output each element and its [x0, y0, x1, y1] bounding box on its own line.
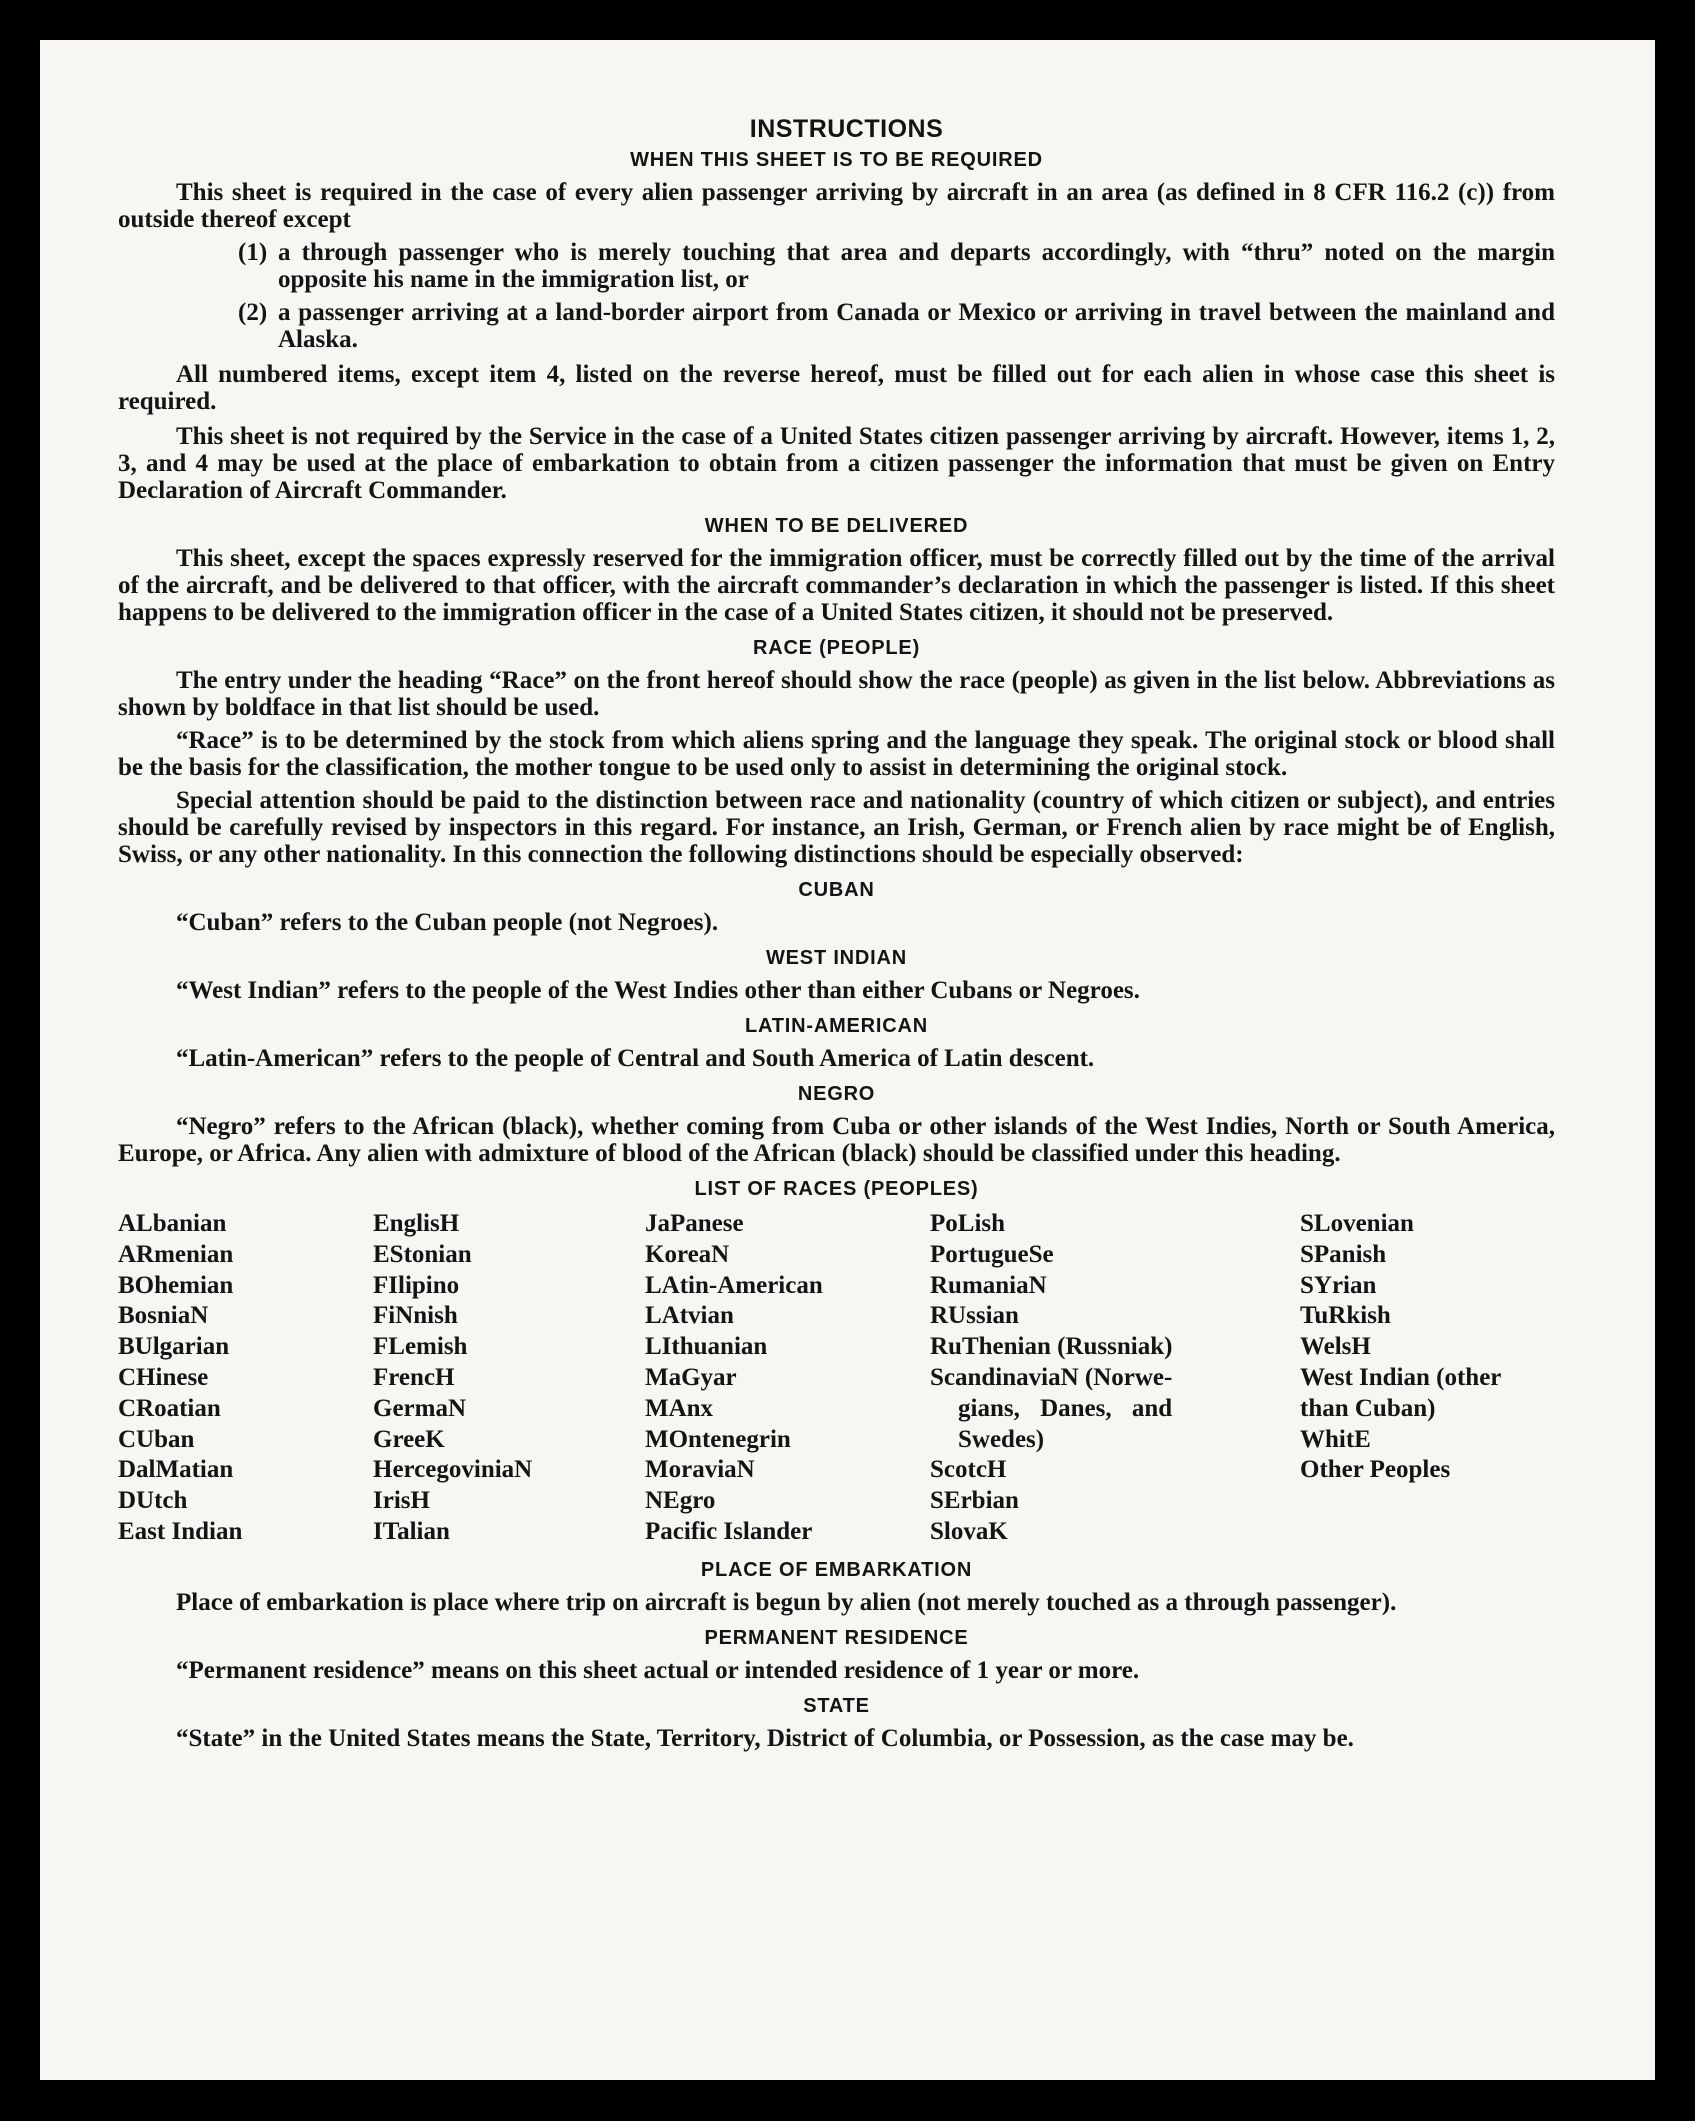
- race-entry: DalMatian: [118, 1456, 234, 1484]
- race-entry: CUban: [118, 1425, 195, 1453]
- latin-american-text: “Latin-American” refers to the people of Central and South America of Latin descent.: [176, 1045, 1095, 1072]
- race-entry: DUtch: [118, 1487, 188, 1515]
- race-entry: JaPanese: [645, 1210, 744, 1237]
- race-entry: MoraviaN: [645, 1456, 755, 1484]
- exception-number: (2): [238, 299, 268, 326]
- document-page: [40, 40, 1655, 2080]
- heading-west-indian: WEST INDIAN: [765, 947, 908, 969]
- races-column-3: [645, 1209, 930, 1548]
- race-entry: SlovaK: [930, 1517, 1008, 1545]
- exception-item-2: [118, 299, 1555, 353]
- race-paragraph-2: “Race” is to be determined by the stock from which aliens spring and the language they speak. The original stock or blood shall be the basis for the classification, the mother tongue to be used only to assist in determining the original stock.: [118, 727, 1555, 781]
- exception-text: a passenger arriving at a land-border airport from Canada or Mexico or arriving in travel between the mainland and Alaska.: [278, 299, 1555, 353]
- heading-list-of-races: LIST OF RACES (PEOPLES): [694, 1178, 979, 1200]
- negro-text: “Negro” refers to the African (black), whether coming from Cuba or other islands of the West Indies, North or South America, Europe, or Africa. Any alien with admixture of blood of the African (black) should be classified under this heading.: [118, 1113, 1555, 1167]
- race-entry: NEgro: [645, 1487, 716, 1515]
- race-entry: LAtin-American: [645, 1271, 823, 1299]
- race-entry: SLovenian: [1300, 1210, 1414, 1237]
- race-entry: GermaN: [373, 1394, 467, 1422]
- heading-permanent-residence: PERMANENT RESIDENCE: [704, 1626, 969, 1649]
- race-entry: ALbanian: [118, 1210, 227, 1237]
- races-column-4: [930, 1209, 1300, 1548]
- race-entry: FIlipino: [373, 1271, 460, 1299]
- race-entry: ScotcH: [930, 1456, 1007, 1484]
- race-entry: EnglisH: [373, 1210, 460, 1237]
- race-entry: MOntenegrin: [645, 1425, 791, 1453]
- exception-number: (1): [238, 239, 268, 266]
- residence-text: “Permanent residence” means on this sheet actual or intended residence of 1 year or more.: [176, 1656, 1140, 1684]
- race-paragraph-1: The entry under the heading “Race” on the front hereof should show the race (people) as given in the list below. Abbreviations as shown by boldface in that list should be used.: [118, 667, 1555, 721]
- when-required-paragraph-3: This sheet is not required by the Service in the case of a United States citizen passenger arriving by aircraft. However, items 1, 2, 3, and 4 may be used at the place of embarkation to obtain from a citizen passenger the information that must be given on Entry Declaration of Aircraft Commander.: [118, 423, 1555, 504]
- heading-when-required: WHEN THIS SHEET IS TO BE REQUIRED: [630, 149, 1043, 171]
- race-entry: BosniaN: [118, 1302, 209, 1330]
- heading-place-of-embarkation: PLACE OF EMBARKATION: [700, 1558, 973, 1581]
- race-entry: LAtvian: [645, 1302, 734, 1330]
- embarkation-text: Place of embarkation is place where trip on aircraft is begun by alien (not merely touched as a through passenger).: [176, 1588, 1397, 1616]
- race-entry: TuRkish: [1300, 1302, 1391, 1330]
- page-title: INSTRUCTIONS: [749, 115, 944, 143]
- race-entry: EStonian: [373, 1240, 472, 1268]
- race-entry: ScandinaviaN (Norwe-: [930, 1363, 1173, 1391]
- when-required-paragraph-2: All numbered items, except item 4, listed on the reverse hereof, must be filled out for each alien in whose case this sheet is required.: [118, 361, 1555, 415]
- race-entry: BUlgarian: [118, 1333, 230, 1361]
- races-list: [118, 1209, 1555, 1548]
- race-entry-continuation: than Cuban): [1300, 1394, 1436, 1422]
- west-indian-text: “West Indian” refers to the people of the West Indies other than either Cubans or Negroes.: [176, 977, 1140, 1004]
- race-entry: FiNnish: [373, 1302, 458, 1330]
- races-column-1: [118, 1209, 373, 1548]
- race-entry: IrisH: [373, 1487, 430, 1515]
- race-entry: PortugueSe: [930, 1240, 1054, 1268]
- race-entry: RuThenian (Russniak): [930, 1333, 1173, 1361]
- state-text: “State” in the United States means the State, Territory, District of Columbia, or Possession, as the case may be.: [176, 1724, 1354, 1752]
- race-entry: CHinese: [118, 1363, 209, 1391]
- races-column-5: [1300, 1209, 1550, 1548]
- race-entry: WelsH: [1300, 1333, 1371, 1361]
- exception-item-1: [118, 239, 1555, 293]
- when-delivered-text: This sheet, except the spaces expressly reserved for the immigration officer, must be correctly filled out by the time of the arrival of the aircraft, and be delivered to that officer, with the aircraft commander’s declaration in which the passenger is listed. If this sheet happens to be delivered to the immigration officer in the case of a United States citizen, it should not be preserved.: [118, 545, 1555, 626]
- exception-text: a through passenger who is merely touching that area and departs accordingly, with “thru” noted on the margin opposite his name in the immigration list, or: [278, 239, 1555, 293]
- heading-cuban: CUBAN: [798, 879, 875, 901]
- heading-negro: NEGRO: [797, 1083, 876, 1105]
- race-entry: FLemish: [373, 1333, 468, 1361]
- race-entry: BOhemian: [118, 1271, 234, 1299]
- race-entry: KoreaN: [645, 1240, 730, 1268]
- when-required-intro: This sheet is required in the case of every alien passenger arriving by aircraft in an area (as defined in 8 CFR 116.2 (c)) from outside thereof except: [118, 179, 1555, 233]
- race-entry: GreeK: [373, 1425, 445, 1453]
- race-entry: RumaniaN: [930, 1271, 1047, 1299]
- race-entry: Pacific Islander: [645, 1517, 813, 1545]
- race-entry: SYrian: [1300, 1271, 1377, 1299]
- race-entry: ARmenian: [118, 1240, 234, 1268]
- race-entry: HercegoviniaN: [373, 1456, 533, 1484]
- race-entry-continuation: gians, Danes, and: [958, 1394, 1173, 1422]
- heading-when-delivered: WHEN TO BE DELIVERED: [704, 515, 969, 537]
- race-entry: PoLish: [930, 1210, 1006, 1237]
- race-entry-continuation: Swedes): [958, 1425, 1045, 1453]
- race-entry: Other Peoples: [1300, 1456, 1451, 1484]
- heading-state: STATE: [803, 1694, 870, 1717]
- race-entry: FrencH: [373, 1363, 455, 1391]
- race-entry: ITalian: [373, 1517, 450, 1545]
- heading-race: RACE (PEOPLE): [752, 637, 921, 659]
- race-entry: RUssian: [930, 1302, 1019, 1330]
- race-paragraph-3: Special attention should be paid to the distinction between race and nationality (country of which citizen or subject), and entries should be carefully revised by inspectors in this regard. For instance, an Irish, German, or French alien by race might be of English, Swiss, or any other nationality. In this connection the following distinctions should be especially observed:: [118, 787, 1555, 868]
- heading-latin-american: LATIN-AMERICAN: [744, 1015, 929, 1037]
- race-entry: MaGyar: [645, 1363, 737, 1391]
- race-entry: CRoatian: [118, 1394, 221, 1422]
- cuban-text: “Cuban” refers to the Cuban people (not Negroes).: [176, 909, 719, 936]
- race-entry: SErbian: [930, 1487, 1019, 1515]
- race-entry: East Indian: [118, 1517, 243, 1545]
- race-entry: LIthuanian: [645, 1333, 768, 1361]
- race-entry: WhitE: [1300, 1425, 1371, 1453]
- race-entry: MAnx: [645, 1394, 714, 1422]
- race-entry: SPanish: [1300, 1240, 1387, 1268]
- race-entry: West Indian (other: [1300, 1363, 1502, 1391]
- races-column-2: [373, 1209, 645, 1548]
